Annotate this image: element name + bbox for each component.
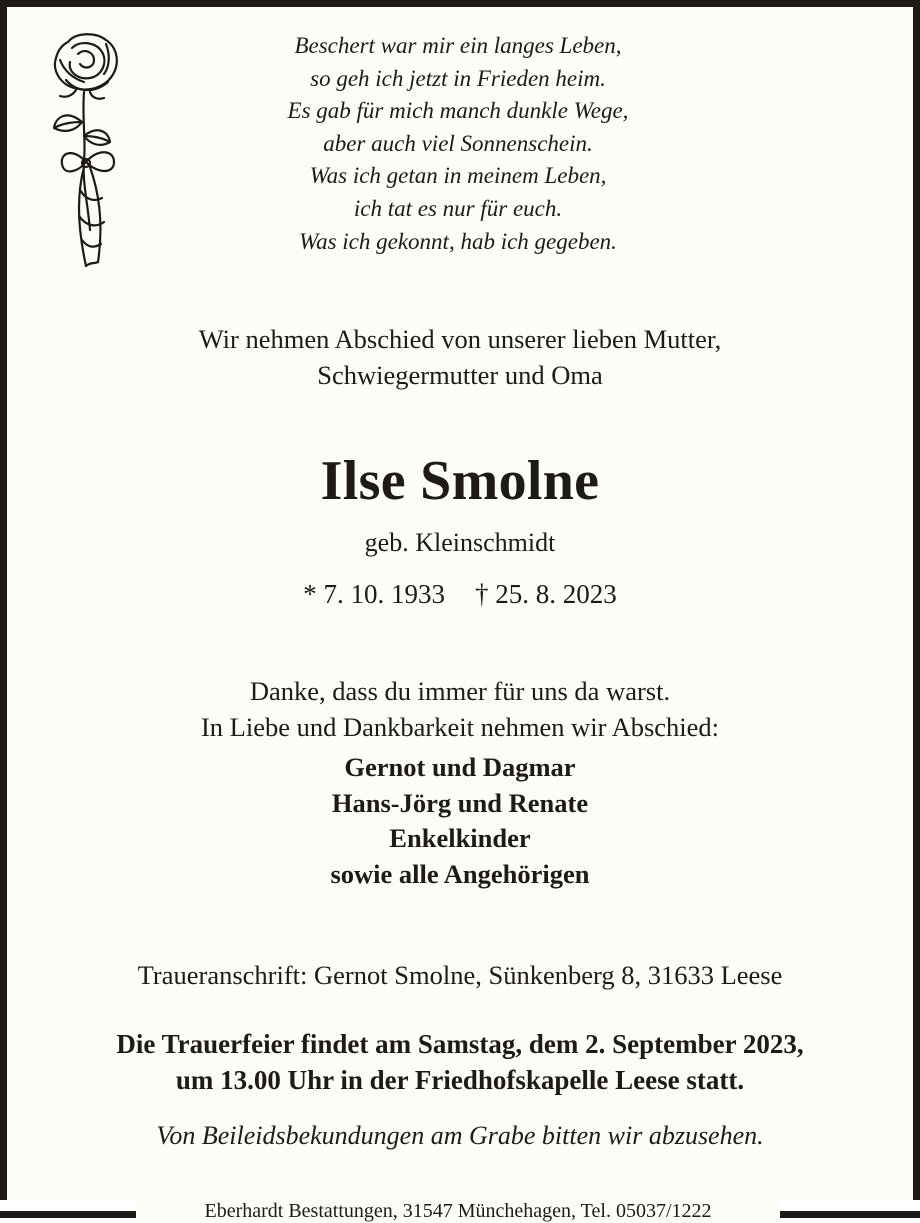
frame-bottom-right — [780, 1211, 920, 1218]
poem-line: ich tat es nur für euch. — [353, 195, 563, 221]
thanks-text — [0, 673, 920, 745]
poem-line: aber auch viel Sonnenschein. — [323, 130, 593, 156]
condolence-request: Von Beileidsbekundungen am Grabe bitten wir abzusehen. — [156, 1121, 764, 1150]
service-line: um 13.00 Uhr in der Friedhofskapelle Leese statt. — [175, 1065, 745, 1095]
funeral-service-info — [0, 1026, 920, 1098]
service-line: Die Trauerfeier findet am Samstag, dem 2. September 2023, — [116, 1029, 804, 1059]
thanks-line: Danke, dass du immer für uns da warst. — [249, 676, 671, 706]
intro-line: Wir nehmen Abschied von unserer lieben Mutter, — [198, 324, 722, 354]
mourners-list — [0, 750, 920, 892]
rose-with-ribbon-icon — [46, 30, 130, 274]
birth-date: * 7. 10. 1933 — [303, 579, 445, 609]
farewell-intro — [0, 321, 920, 393]
poem-line: Was ich gekonnt, hab ich gegeben. — [299, 228, 617, 254]
death-date: † 25. 8. 2023 — [475, 579, 617, 609]
mourner-entry: Gernot und Dagmar — [344, 752, 576, 782]
poem-line: so geh ich jetzt in Frieden heim. — [310, 65, 606, 91]
undertaker-footer: Eberhardt Bestattungen, 31547 Münchehagen, Tel. 05037/1222 — [136, 1199, 780, 1223]
life-dates — [0, 576, 920, 612]
mourner-entry: sowie alle Angehörigen — [330, 858, 590, 889]
poem-line: Beschert war mir ein langes Leben, — [294, 33, 622, 58]
poem-line: Es gab für mich manch dunkle Wege, — [287, 98, 629, 124]
maiden-name: geb. Kleinschmidt — [364, 528, 556, 557]
deceased-name: Ilse Smolne — [320, 450, 600, 512]
poem — [208, 30, 708, 258]
mourning-address: Traueranschrift: Gernot Smolne, Sünkenberg 8, 31633 Leese — [137, 960, 783, 990]
poem-line: Was ich getan in meinem Leben, — [309, 163, 607, 189]
frame-bottom-left — [0, 1211, 136, 1218]
mourner-entry: Hans-Jörg und Renate — [331, 787, 589, 818]
thanks-line: In Liebe und Dankbarkeit nehmen wir Abschied: — [200, 712, 720, 742]
frame-top — [0, 0, 920, 7]
intro-line: Schwiegermutter und Oma — [317, 360, 603, 390]
mourner-entry: Enkelkinder — [389, 823, 531, 854]
